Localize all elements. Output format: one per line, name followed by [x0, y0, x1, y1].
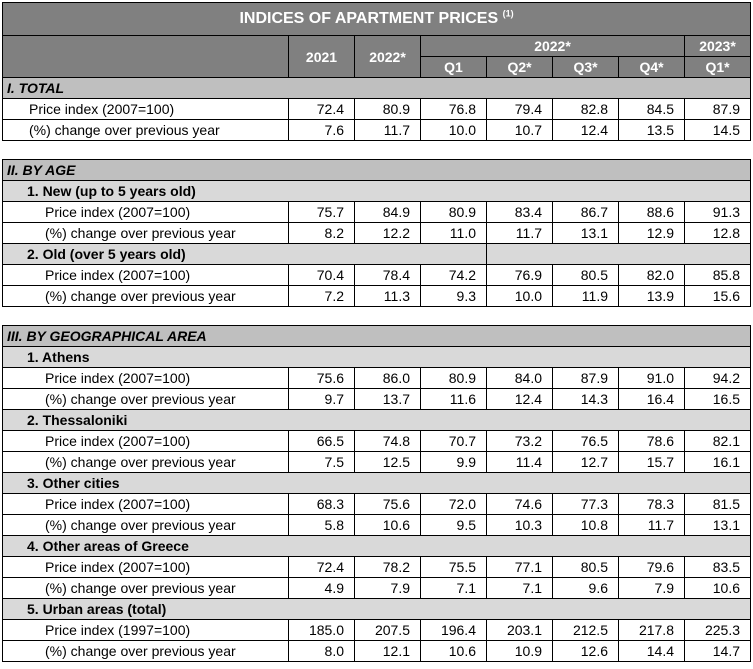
row-label: Price index (2007=100)	[3, 557, 289, 578]
cell: 77.1	[487, 557, 553, 578]
cell: 80.9	[421, 368, 487, 389]
section-by-area: III. BY GEOGRAPHICAL AREA	[3, 326, 751, 347]
cell: 7.6	[289, 120, 355, 141]
cell: 73.2	[487, 431, 553, 452]
row-label: (%) change over previous year	[3, 578, 289, 599]
cell: 13.1	[685, 515, 751, 536]
cell: 185.0	[289, 620, 355, 641]
cell: 14.4	[619, 641, 685, 662]
header-q3: Q3*	[553, 57, 619, 78]
cell: 80.9	[421, 202, 487, 223]
header-label-blank	[3, 36, 289, 78]
cell: 82.1	[685, 431, 751, 452]
cell: 10.0	[421, 120, 487, 141]
cell: 12.4	[487, 389, 553, 410]
cell: 12.7	[553, 452, 619, 473]
cell: 7.5	[289, 452, 355, 473]
cell: 11.7	[619, 515, 685, 536]
table-row	[3, 99, 751, 120]
cell: 9.7	[289, 389, 355, 410]
cell: 70.4	[289, 265, 355, 286]
row-label: (%) change over previous year	[3, 223, 289, 244]
cell: 84.0	[487, 368, 553, 389]
cell: 13.7	[355, 389, 421, 410]
table-row	[3, 515, 751, 536]
cell: 11.0	[421, 223, 487, 244]
table-row	[3, 202, 751, 223]
cell: 12.1	[355, 641, 421, 662]
row-label: (%) change over previous year	[3, 641, 289, 662]
cell: 15.6	[685, 286, 751, 307]
table-row	[3, 389, 751, 410]
cell: 9.6	[553, 578, 619, 599]
cell: 74.2	[421, 265, 487, 286]
cell: 87.9	[553, 368, 619, 389]
spacer-row	[3, 141, 751, 160]
table-row	[3, 494, 751, 515]
cell: 80.5	[553, 265, 619, 286]
cell: 4.9	[289, 578, 355, 599]
row-label: Price index (2007=100)	[3, 431, 289, 452]
subsection-old: 2. Old (over 5 years old)	[3, 244, 487, 265]
header-q1: Q1	[421, 57, 487, 78]
cell: 80.5	[553, 557, 619, 578]
cell: 70.7	[421, 431, 487, 452]
table-row	[3, 620, 751, 641]
section-by-age: II. BY AGE	[3, 160, 751, 181]
row-label: Price index (2007=100)	[3, 99, 289, 120]
cell: 13.9	[619, 286, 685, 307]
title-footnote: (1)	[502, 8, 514, 19]
cell: 88.6	[619, 202, 685, 223]
table-row	[3, 641, 751, 662]
row-label: Price index (1997=100)	[3, 620, 289, 641]
cell: 8.2	[289, 223, 355, 244]
subsection-new: 1. New (up to 5 years old)	[3, 181, 751, 202]
row-label: (%) change over previous year	[3, 286, 289, 307]
cell: 75.6	[355, 494, 421, 515]
table-row	[3, 368, 751, 389]
cell: 91.0	[619, 368, 685, 389]
cell: 86.7	[553, 202, 619, 223]
cell: 75.5	[421, 557, 487, 578]
cell: 77.3	[553, 494, 619, 515]
table-title: INDICES OF APARTMENT PRICES $^{(1)}$	[3, 3, 751, 36]
cell: 7.9	[619, 578, 685, 599]
subsection-thessaloniki: 2. Thessaloniki	[3, 410, 751, 431]
cell: 84.9	[355, 202, 421, 223]
row-label: Price index (2007=100)	[3, 494, 289, 515]
cell: 10.9	[487, 641, 553, 662]
cell: 76.5	[553, 431, 619, 452]
cell: 225.3	[685, 620, 751, 641]
cell: 212.5	[553, 620, 619, 641]
row-label: Price index (2007=100)	[3, 265, 289, 286]
cell: 5.8	[289, 515, 355, 536]
row-label: (%) change over previous year	[3, 120, 289, 141]
cell: 84.5	[619, 99, 685, 120]
cell: 66.5	[289, 431, 355, 452]
cell: 14.7	[685, 641, 751, 662]
cell: 78.4	[355, 265, 421, 286]
table-row	[3, 578, 751, 599]
cell: 72.4	[289, 99, 355, 120]
cell: 7.9	[355, 578, 421, 599]
cell: 78.3	[619, 494, 685, 515]
table-row	[3, 286, 751, 307]
cell: 15.7	[619, 452, 685, 473]
row-label: Price index (2007=100)	[3, 202, 289, 223]
header-q2: Q2*	[487, 57, 553, 78]
cell: 72.0	[421, 494, 487, 515]
section-total: I. TOTAL	[3, 78, 751, 99]
cell: 11.7	[355, 120, 421, 141]
subsection-other-areas: 4. Other areas of Greece	[3, 536, 751, 557]
cell: 76.9	[487, 265, 553, 286]
cell: 79.4	[487, 99, 553, 120]
cell: 79.6	[619, 557, 685, 578]
table-row	[3, 223, 751, 244]
header-q1-2023: Q1*	[685, 57, 751, 78]
cell: 76.8	[421, 99, 487, 120]
cell: 10.3	[487, 515, 553, 536]
cell: 7.1	[421, 578, 487, 599]
row-label: (%) change over previous year	[3, 515, 289, 536]
cell: 14.3	[553, 389, 619, 410]
table-row	[3, 431, 751, 452]
row-label: (%) change over previous year	[3, 452, 289, 473]
cell: 196.4	[421, 620, 487, 641]
cell: 11.9	[553, 286, 619, 307]
cell: 7.1	[487, 578, 553, 599]
cell: 10.6	[421, 641, 487, 662]
cell: 72.4	[289, 557, 355, 578]
cell: 12.2	[355, 223, 421, 244]
cell: 203.1	[487, 620, 553, 641]
row-label: Price index (2007=100)	[3, 368, 289, 389]
cell: 80.9	[355, 99, 421, 120]
cell: 68.3	[289, 494, 355, 515]
cell: 10.6	[355, 515, 421, 536]
cell: 11.4	[487, 452, 553, 473]
cell: 87.9	[685, 99, 751, 120]
subsection-urban-areas: 5. Urban areas (total)	[3, 599, 751, 620]
cell: 11.6	[421, 389, 487, 410]
cell: 9.5	[421, 515, 487, 536]
header-q4: Q4*	[619, 57, 685, 78]
cell: 74.6	[487, 494, 553, 515]
header-2022: 2022*	[355, 36, 421, 78]
cell: 82.8	[553, 99, 619, 120]
cell: 10.8	[553, 515, 619, 536]
cell: 85.8	[685, 265, 751, 286]
table-row	[3, 452, 751, 473]
cell: 91.3	[685, 202, 751, 223]
cell: 11.3	[355, 286, 421, 307]
cell: 86.0	[355, 368, 421, 389]
cell: 12.8	[685, 223, 751, 244]
subsection-old-filler	[487, 244, 751, 265]
cell: 13.5	[619, 120, 685, 141]
cell: 12.5	[355, 452, 421, 473]
cell: 16.4	[619, 389, 685, 410]
cell: 12.4	[553, 120, 619, 141]
header-2022-quarters: 2022*	[421, 36, 685, 57]
cell: 9.3	[421, 286, 487, 307]
cell: 10.7	[487, 120, 553, 141]
cell: 217.8	[619, 620, 685, 641]
row-label: (%) change over previous year	[3, 389, 289, 410]
header-2023: 2023*	[685, 36, 751, 57]
cell: 75.6	[289, 368, 355, 389]
subsection-athens: 1. Athens	[3, 347, 751, 368]
cell: 14.5	[685, 120, 751, 141]
cell: 16.5	[685, 389, 751, 410]
cell: 81.5	[685, 494, 751, 515]
table-row	[3, 557, 751, 578]
cell: 82.0	[619, 265, 685, 286]
spacer-row	[3, 307, 751, 326]
apartment-prices-table	[2, 2, 751, 662]
cell: 83.5	[685, 557, 751, 578]
cell: 7.2	[289, 286, 355, 307]
cell: 207.5	[355, 620, 421, 641]
cell: 78.2	[355, 557, 421, 578]
cell: 11.7	[487, 223, 553, 244]
cell: 10.0	[487, 286, 553, 307]
cell: 94.2	[685, 368, 751, 389]
cell: 75.7	[289, 202, 355, 223]
cell: 13.1	[553, 223, 619, 244]
cell: 12.9	[619, 223, 685, 244]
cell: 10.6	[685, 578, 751, 599]
cell: 16.1	[685, 452, 751, 473]
subsection-other-cities: 3. Other cities	[3, 473, 751, 494]
cell: 74.8	[355, 431, 421, 452]
cell: 8.0	[289, 641, 355, 662]
cell: 12.6	[553, 641, 619, 662]
table-row	[3, 120, 751, 141]
cell: 9.9	[421, 452, 487, 473]
header-2021: 2021	[289, 36, 355, 78]
cell: 83.4	[487, 202, 553, 223]
cell: 78.6	[619, 431, 685, 452]
table-row	[3, 265, 751, 286]
